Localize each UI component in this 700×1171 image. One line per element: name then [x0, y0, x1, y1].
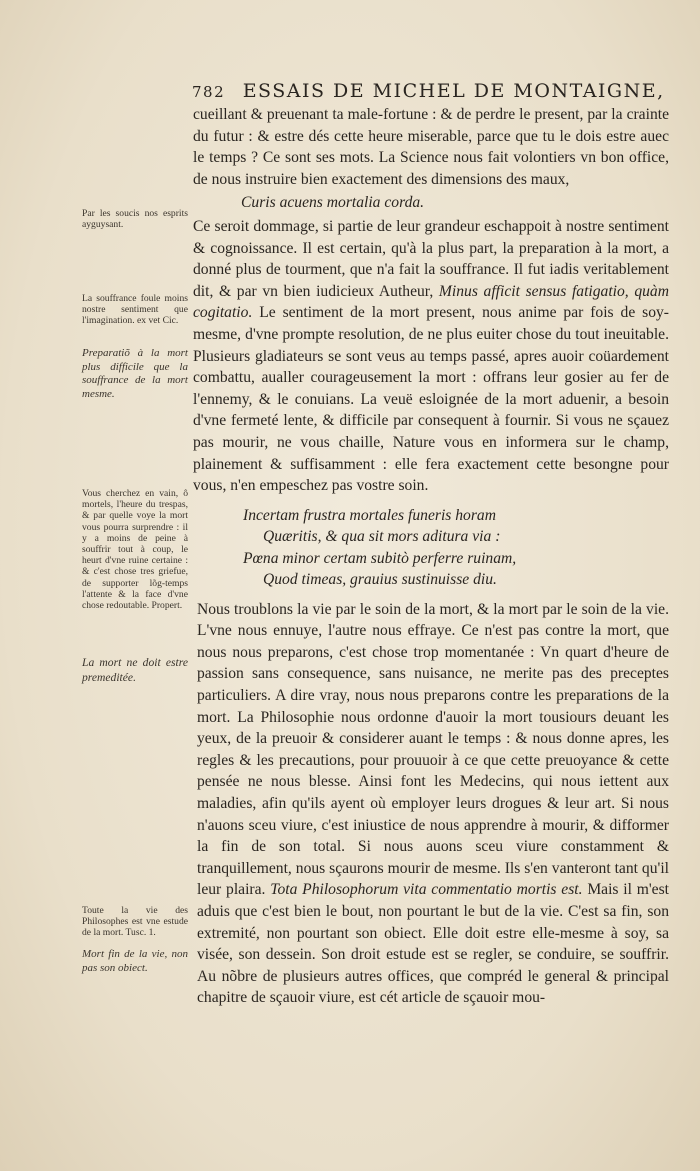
- margin-note: Preparatiõ à la mort plus difficile que la souffrance de la mort mesme.: [82, 347, 188, 400]
- paragraph-text: Ce seroit dommage, si partie de leur grandeur eschappoit à nostre sentiment & cognoissance. Il est certain, qu'à la plus part, la preparation à la mort, a donné plus de tourment, que n'a fait la souffrance. Il fut iadis veritablement dit, & par vn bien iudicieux Autheur,: [193, 217, 669, 300]
- margin-note: La mort ne doit estre premeditée.: [82, 656, 188, 684]
- running-title: ESSAIS DE MICHEL DE MONTAIGNE,: [242, 80, 665, 102]
- paragraph-text: Mais il m'est aduis que c'est bien le bout, non pourtant le but de la vie. C'est sa fin, son extremité, non pourtant son obiect. Elle doit estre elle-mesme à soy, sa visée, son dessein. Son droit estude est se regler, se conduire, se souffrir. Au nõbre de plusieurs autres offices, que compréd le general & principal chapitre de sçauoir viure, est cét article de sçauoir mou-: [197, 881, 669, 1007]
- paragraph-text: Le sentiment de la mort present, nous anime par fois de soy-mesme, d'vne prompte resolution, de ne plus euiter chose du tout ineuitable. Plusieurs gladiateurs se sont veus au temps passé, apres auoir coüardement combattu, aualler courageusement la mort : offrans leur gosier au fer de l'ennemy, & le conuians. La veuë esloignée de la mort aduenir, a besoin d'vne fermeté lente, & difficile par consequent à fournir. Si vous ne sçauez pas mourir, ne vous chaille, Nature vous en informera sur le champ, plainement & suffisamment : elle fera exactement cette besongne pour vous, n'en empeschez pas vostre soin.: [193, 304, 669, 495]
- paragraph-text: Nous troublons la vie par le soin de la mort, & la mort par le soin de la vie. L'vne nous ennuye, l'autre nous effraye. Ce n'est pas contre la mort, que nous nous preparons, c'est chose trop momentanée : Vn quart d'heure de passion sans consequence, sans nuisance, ne merite pas des preceptes particuliers. A dire vray, nous nous preparons contre les preparations de la mort. La Philosophie nous ordonne d'auoir la mort tousiours deuant les yeux, de la preuoir & considerer auant le temps : & nous donne apres, les regles & les precautions, pour prouuoir à ce que cette preuoyance & cette pensée ne nous blesse. Ainsi font les Medecins, qui nous iettent aux maladies, afin qu'ils ayent où employer leurs drogues & leur art. Si nous n'auons sceu viure, c'est iniustice de nous apprendre à mourir, & difformer la fin de son total. Si nous auons sceu viure constamment & tranquillement, nous sçaurons mourir de mesme. Ils s'en vanteront tant qu'il leur plaira.: [197, 600, 669, 899]
- latin-verse: [243, 505, 669, 591]
- latin-citation: Minus afficit sensus fatigatio, quàm cogitatio.: [193, 282, 669, 322]
- margin-note: La souffrance foule moins nostre sentiment que l'imagination. ex vet Cic.: [82, 293, 188, 327]
- verse-line: Quod timeas, grauius sustinuisse diu.: [263, 571, 497, 589]
- paragraph: [193, 216, 669, 497]
- paragraph: [197, 599, 669, 1009]
- latin-quote: Curis acuens mortalia corda.: [241, 194, 425, 212]
- margin-note: Toute la vie des Philosophes est vne estude de la mort. Tusc. 1.: [82, 905, 188, 939]
- margin-note: Vous cherchez en vain, ô mortels, l'heure du trespas, & par quelle voye la mort vous pourra surprendre : il y a moins de peine à souffrir tout à coup, le heurt d'vne ruine certaine : & c'est chose tres griefue, de supporter lõg-temps l'attente & la face d'vne chose redoutable. Propert.: [82, 488, 188, 612]
- verse-line: Quæritis, & qua sit mors aditura via :: [263, 528, 501, 546]
- latin-citation: Tota Philosophorum vita commentatio mortis est.: [270, 881, 583, 899]
- margin-note: Mort fin de la vie, non pas son obiect.: [82, 948, 188, 974]
- page-number: 782: [192, 83, 226, 101]
- main-text: [193, 104, 669, 1009]
- verse-line: Pœna minor certam subitò perferre ruinam,: [243, 549, 517, 567]
- verse-line: Incertam frustra mortales funeris horam: [243, 506, 496, 524]
- page-header: [192, 80, 665, 102]
- paragraph: cueillant & preuenant ta male-fortune : & de perdre le present, par la crainte du futur : & estre dés cette heure miserable, parce que tu le dois estre auec le temps ? Ce sont ses mots. La Science nous fait volontiers vn bon office, de nous instruire bien exactement des dimensions des maux,: [193, 106, 669, 188]
- margin-note: Par les soucis nos esprits ayguysant.: [82, 208, 188, 231]
